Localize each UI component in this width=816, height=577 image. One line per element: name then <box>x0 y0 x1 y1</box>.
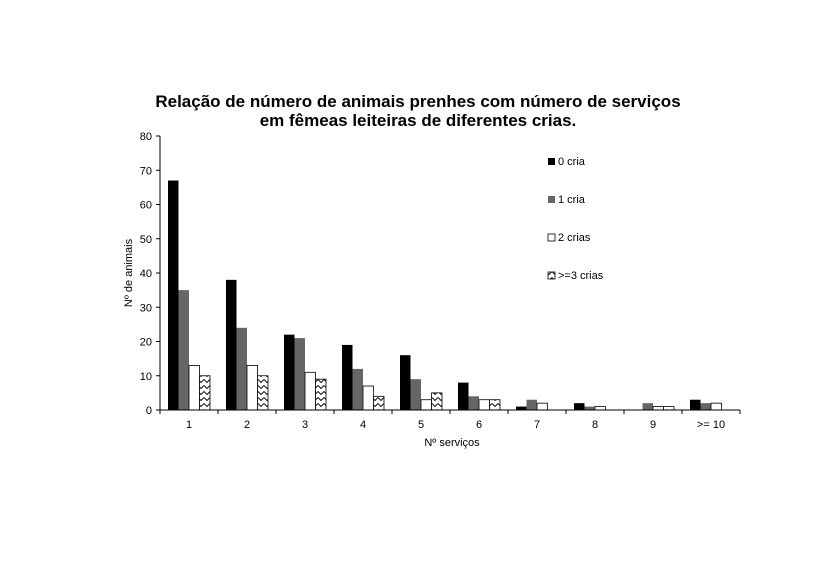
y-tick-label: 30 <box>139 302 152 315</box>
y-tick-label: 50 <box>139 233 152 246</box>
y-axis-ticks <box>140 131 160 417</box>
bar <box>316 379 327 410</box>
chart-title-line1: Relação de número de animais prenhes com número de serviços <box>155 92 681 111</box>
bar <box>527 400 538 410</box>
bar <box>284 335 295 410</box>
bar <box>189 365 200 410</box>
bar <box>516 407 527 410</box>
bar <box>200 376 211 410</box>
bar <box>258 376 269 410</box>
x-tick-label: 9 <box>649 419 657 431</box>
y-tick-label: 10 <box>139 370 152 383</box>
bar <box>595 407 606 410</box>
bar <box>400 355 411 410</box>
bar <box>701 403 712 410</box>
bar <box>305 372 316 410</box>
bar <box>421 400 432 410</box>
bar <box>247 365 258 410</box>
legend-swatch <box>548 272 555 279</box>
bar <box>643 403 654 410</box>
y-axis-label: Nº de animais <box>123 238 135 308</box>
y-tick-label: 80 <box>139 131 152 143</box>
y-tick-label: 60 <box>139 199 152 212</box>
bar <box>653 407 664 410</box>
x-tick-label: 4 <box>359 419 367 431</box>
bar <box>479 400 490 410</box>
x-tick-label: 5 <box>417 419 425 431</box>
y-tick-label: 0 <box>145 405 152 417</box>
x-tick-label: 1 <box>185 419 193 431</box>
y-tick-label: 40 <box>139 268 152 280</box>
bar <box>432 393 443 410</box>
legend-label: >=3 crias <box>558 270 604 282</box>
legend-label: 0 cria <box>558 156 585 168</box>
chart-title-line2: em fêmeas leiteiras de diferentes crias. <box>259 111 577 130</box>
bar <box>226 280 237 410</box>
legend-swatch <box>548 196 555 203</box>
y-tick-label: 20 <box>139 336 152 349</box>
x-tick-label: 7 <box>533 419 541 431</box>
bar <box>179 290 190 410</box>
legend-swatch <box>548 234 555 241</box>
x-tick-label: 3 <box>301 419 309 431</box>
bar <box>237 328 248 410</box>
bar <box>458 383 469 410</box>
bar <box>711 403 722 410</box>
legend-swatch <box>548 158 555 165</box>
x-tick-label: 8 <box>591 419 599 431</box>
bar <box>342 345 353 410</box>
bar <box>574 403 585 410</box>
bar <box>664 407 675 410</box>
x-tick-label: 2 <box>243 419 251 431</box>
x-axis-ticks <box>160 410 740 431</box>
bar <box>585 407 596 410</box>
bar <box>168 181 179 410</box>
bar <box>374 396 385 410</box>
bar <box>690 400 701 410</box>
bars <box>168 181 722 410</box>
bar <box>295 338 306 410</box>
x-tick-label: >= 10 <box>696 419 726 431</box>
x-axis-label: Nº serviços <box>424 437 480 449</box>
bar <box>469 396 480 410</box>
legend-label: 2 crias <box>558 232 591 244</box>
bar <box>353 369 364 410</box>
bar <box>411 379 422 410</box>
legend <box>548 156 604 282</box>
bar <box>490 400 501 410</box>
legend-label: 1 cria <box>558 194 585 206</box>
bar <box>537 403 548 410</box>
x-tick-label: 6 <box>475 419 483 431</box>
bar <box>363 386 374 410</box>
y-tick-label: 70 <box>139 165 152 178</box>
